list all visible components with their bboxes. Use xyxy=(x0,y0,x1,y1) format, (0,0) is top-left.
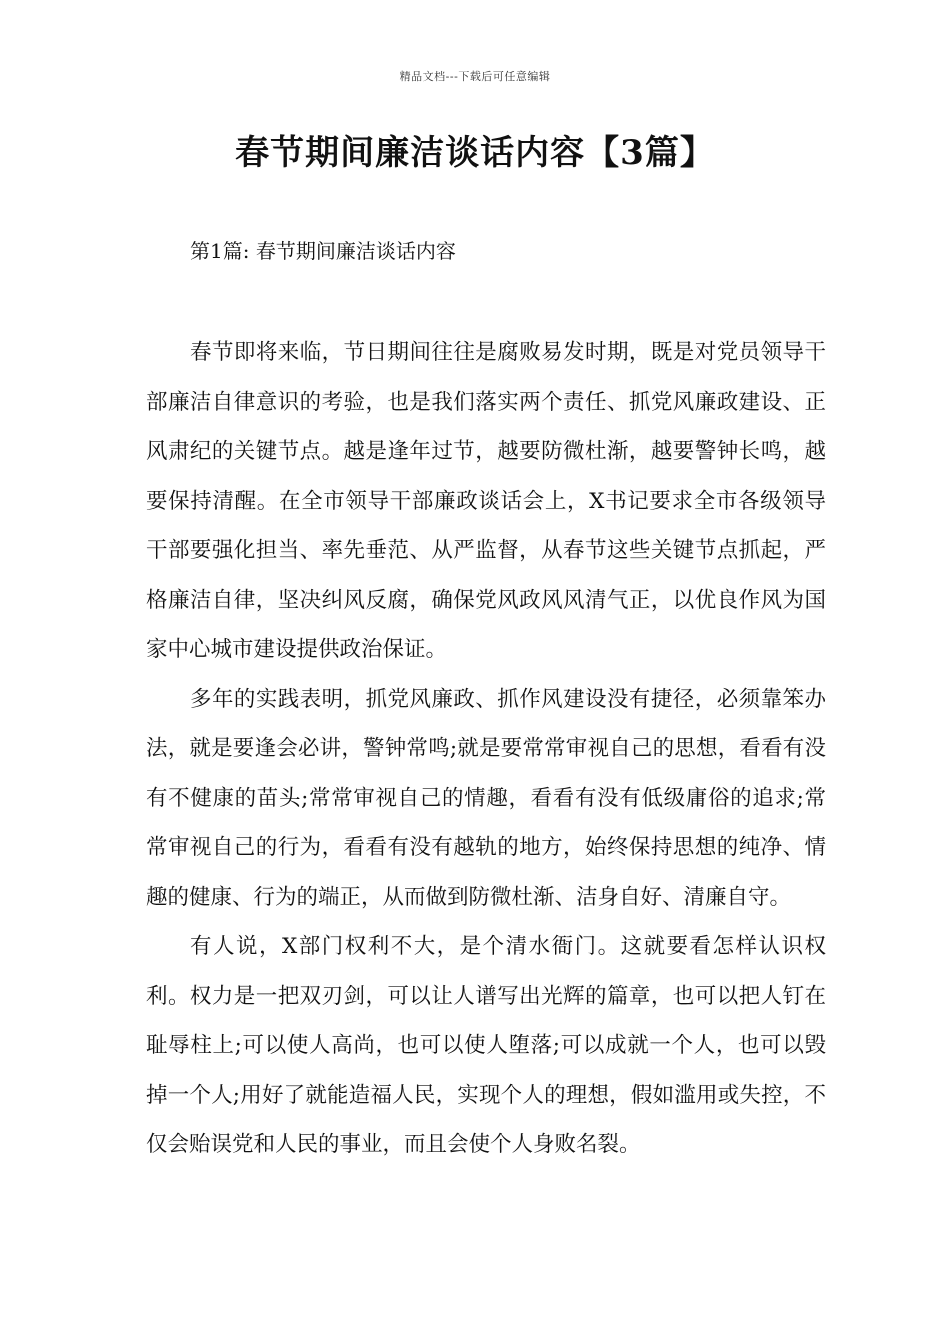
section-heading: 第1篇: 春节期间廉洁谈话内容 xyxy=(190,239,456,263)
paragraph: 有人说，X部门权利不大，是个清水衙门。这就要看怎样认识权利。权力是一把双刃剑，可以让人谱写出光辉的篇章，也可以把人钉在耻辱柱上;可以使人高尚，也可以使人堕落;可以成就一个人，也可以毁掉一个人;用好了就能造福人民，实现个人的理想，假如滥用或失控，不仅会贻误党和人民的事业，而且会使个人身败名裂。 xyxy=(146,934,826,1157)
paragraph: 多年的实践表明，抓党风廉政、抓作风建设没有捷径，必须靠笨办法，就是要逢会必讲，警钟常鸣;就是要常常审视自己的思想，看看有没有不健康的苗头;常常审视自己的情趣，看看有没有低级庸俗的追求;常常审视自己的行为，看看有没有越轨的地方，始终保持思想的纯净、情趣的健康、行为的端正，从而做到防微杜渐、洁身自好、清廉自守。 xyxy=(146,686,826,910)
header-note: 精品文档---下载后可任意编辑 xyxy=(399,70,551,83)
document-title: 春节期间廉洁谈话内容【3篇】 xyxy=(235,133,715,173)
body-text xyxy=(146,328,826,1170)
paragraph: 春节即将来临，节日期间往往是腐败易发时期，既是对党员领导干部廉洁自律意识的考验，也是我们落实两个责任、抓党风廉政建设、正风肃纪的关键节点。越是逢年过节，越要防微杜渐，越要警钟长鸣，越要保持清醒。在全市领导干部廉政谈话会上，X书记要求全市各级领导干部要强化担当、率先垂范、从严监督，从春节这些关键节点抓起，严格廉洁自律，坚决纠风反腐，确保党风政风风清气正，以优良作风为国家中心城市建设提供政治保证。 xyxy=(146,340,826,662)
